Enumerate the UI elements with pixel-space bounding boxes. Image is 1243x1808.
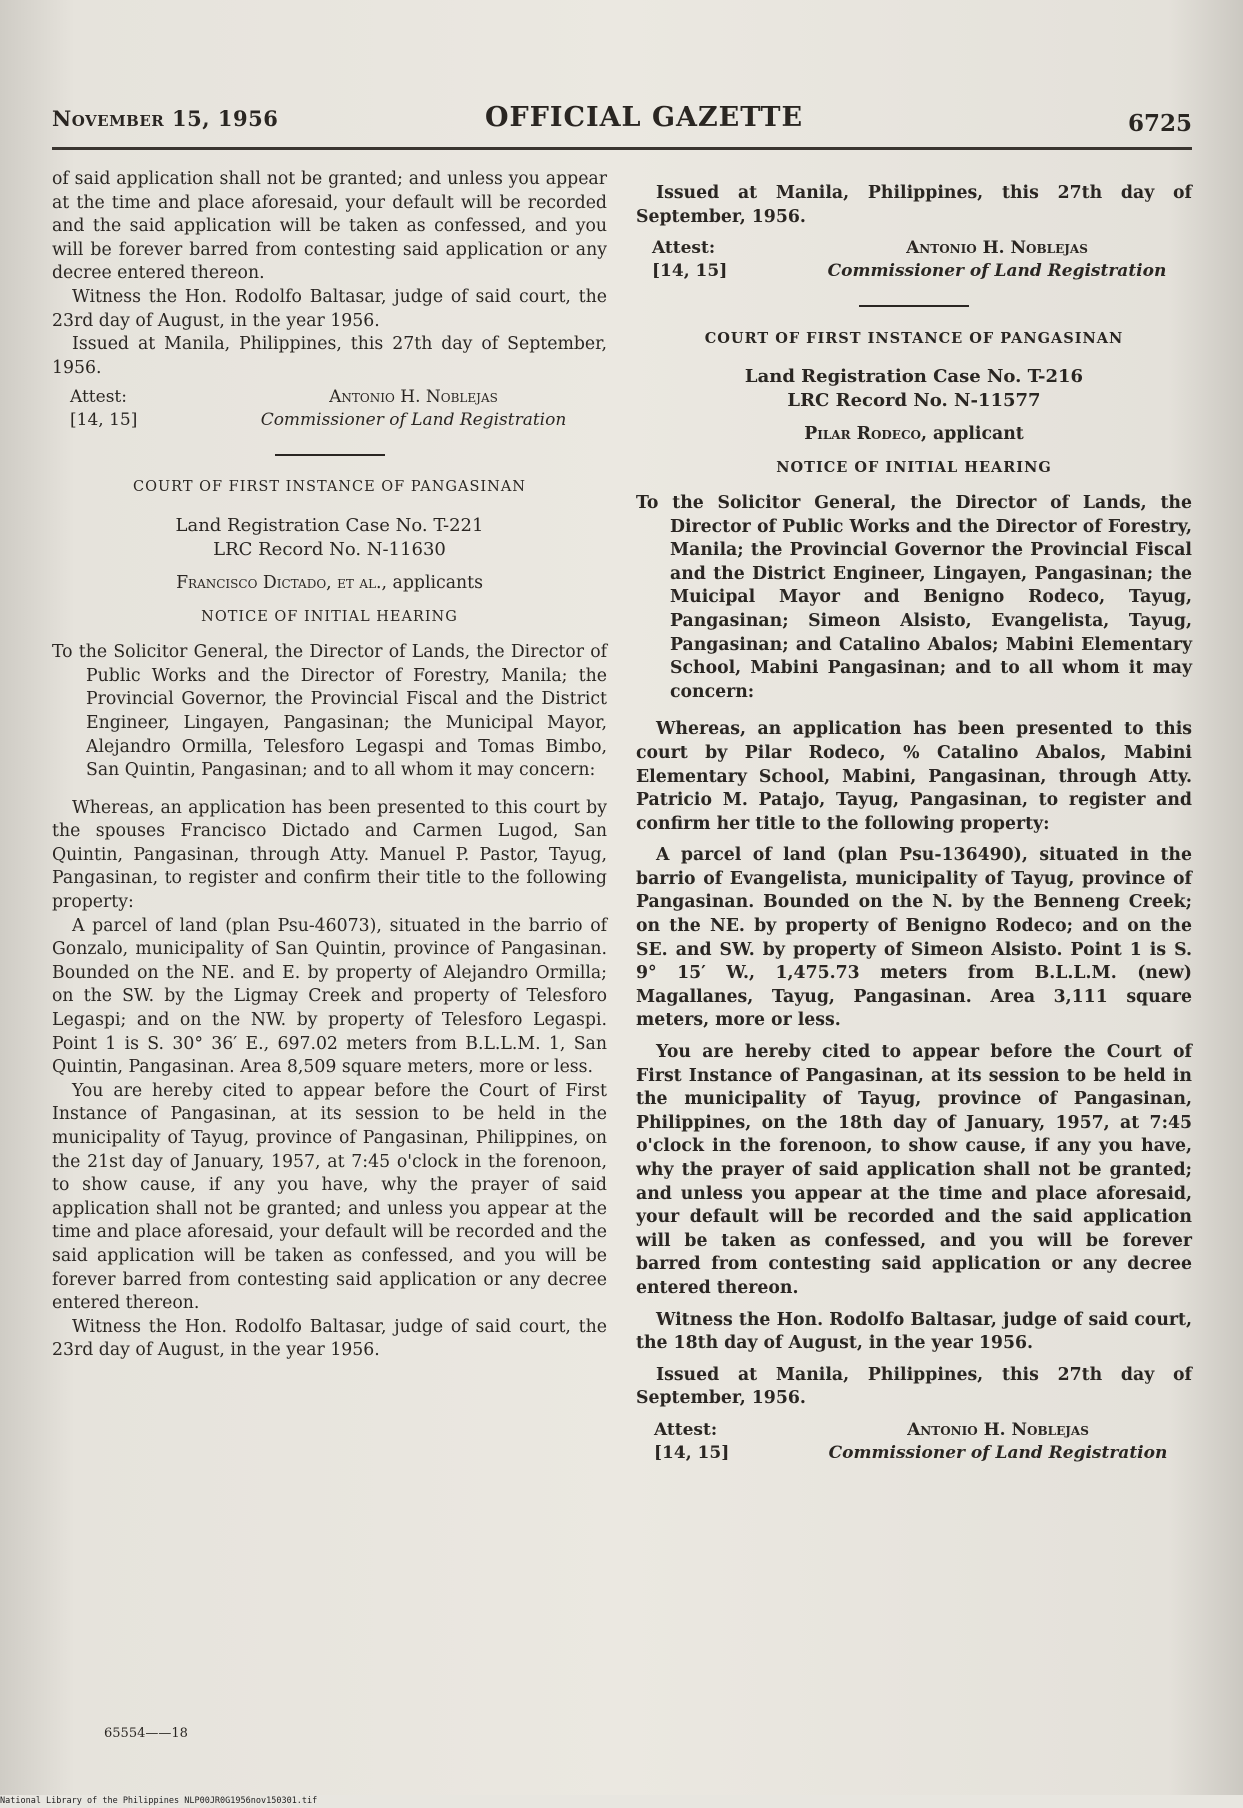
applicants-line	[636, 423, 1192, 447]
attest-title: Commissioner of Land Registration	[827, 261, 1167, 282]
applicants-name: Pilar Rodeco,	[804, 423, 927, 444]
notice-heading: NOTICE OF INITIAL HEARING	[201, 608, 458, 625]
left-paragraph-1: of said application shall not be granted; and unless you appear at the time and place aforesaid, your default will be recorded and the said application will be taken as confessed, and you will be forever barred from contesting said application or any decree entered thereon.	[52, 169, 607, 284]
left-paragraph-6: You are hereby cited to appear before the Court of First Instance of Pangasinan, at its session to be held in the municipality of Tayug, province of Pangasinan, Philippines, on the 21st day of January, 1957, at 7:45 o'clock in the forenoon, to show cause, if any you have, why the prayer of said application shall not be granted; and unless you appear at the time and place aforesaid, your default will be recorded and the said application will be taken as confessed, and you will be forever barred from contesting said application or any decree entered thereon.	[52, 1080, 607, 1314]
notice-address: To the Solicitor General, the Director of Lands, the Director of Public Works and the Director of Forestry, Manila; the Provincial Governor, the Provincial Fiscal and the District Engineer, Lingayen, Pangasinan; the Municipal Mayor, Alejandro Ormilla, Telesforo Legaspi and Tomas Bimbo, San Quintin, Pangasinan; and to all whom it may concern:	[52, 642, 607, 781]
left-paragraph-3: Issued at Manila, Philippines, this 27th day of September, 1956.	[52, 334, 607, 378]
notice-address: To the Solicitor General, the Director of Lands, the Director of Public Works and the Director of Forestry, Manila; the Provincial Governor the Provincial Fiscal and the District Engineer, Lingayen, Pangasinan; the Muicipal Mayor and Benigno Rodeco, Tayug, Pangasinan; Simeon Alsisto, Evangelista, Tayug, Pangasinan; and Catalino Abalos; Mabini Elementary School, Mabini Pangasinan; and to all whom it may concern:	[636, 492, 1192, 702]
print-code: 65554——18	[104, 1726, 188, 1741]
header-rule	[52, 147, 1192, 150]
left-attest-block-1	[52, 386, 607, 432]
right-paragraph-5: Witness the Hon. Rodolfo Baltasar, judge of said court, the 18th day of August, in the year 1956.	[636, 1309, 1192, 1354]
right-paragraph-6: Issued at Manila, Philippines, this 27th day of September, 1956.	[636, 1364, 1192, 1409]
left-paragraph-2: Witness the Hon. Rodolfo Baltasar, judge of said court, the 23rd day of August, in the year 1956.	[52, 286, 607, 331]
court-heading: COURT OF FIRST INSTANCE OF PANGASINAN	[132, 479, 526, 496]
applicants-line	[52, 572, 607, 596]
notice-heading: NOTICE OF INITIAL HEARING	[776, 459, 1052, 477]
case-line-2: LRC Record No. N-11577	[787, 389, 1041, 411]
court-heading: COURT OF FIRST INSTANCE OF PANGASINAN	[704, 330, 1124, 348]
right-column	[636, 182, 1192, 1465]
attest-reference: [14, 15]	[652, 261, 728, 282]
applicants-suffix: applicants	[392, 572, 483, 593]
attest-label: Attest:	[654, 1419, 718, 1440]
page-header	[52, 96, 1192, 146]
case-line-1: Land Registration Case No. T-216	[744, 365, 1084, 387]
attest-reference: [14, 15]	[654, 1442, 730, 1463]
applicants-suffix: applicant	[933, 423, 1024, 444]
case-line-1: Land Registration Case No. T-221	[175, 514, 484, 536]
attest-signatory: Antonio H. Noblejas	[907, 1419, 1089, 1440]
right-paragraph-2: Whereas, an application has been presented to this court by Pilar Rodeco, % Catalino Abalos, Mabini Elementary School, Mabini, Pangasinan, through Atty. Patricio M. Patajo, Tayug, Pangasinan, to register and confirm her title to the following property:	[636, 719, 1192, 834]
section-divider	[275, 454, 385, 456]
header-title: OFFICIAL GAZETTE	[485, 102, 804, 133]
applicants-name: Francisco Dictado, et al.,	[176, 572, 388, 593]
page-number: 6725	[1127, 110, 1192, 137]
right-paragraph-1: Issued at Manila, Philippines, this 27th day of September, 1956.	[636, 183, 1192, 227]
attest-label: Attest:	[70, 387, 127, 408]
right-attest-block-1	[636, 237, 1192, 283]
left-paragraph-4: Whereas, an application has been presented to this court by the spouses Francisco Dictado and Carmen Lugod, San Quintin, Pangasinan, through Atty. Manuel P. Pastor, Tayug, Pangasinan, to register and confirm their title to the following property:	[52, 797, 607, 913]
attest-signatory: Antonio H. Noblejas	[906, 238, 1088, 259]
attest-label: Attest:	[652, 238, 716, 259]
attest-title: Commissioner of Land Registration	[260, 410, 567, 431]
case-line-2: LRC Record No. N-11630	[213, 538, 446, 560]
attest-reference: [14, 15]	[70, 410, 138, 431]
right-attest-block-2	[636, 1419, 1192, 1465]
left-paragraph-7: Witness the Hon. Rodolfo Baltasar, judge of said court, the 23rd day of August, in the year 1956.	[52, 1316, 607, 1361]
right-paragraph-4: You are hereby cited to appear before the Court of First Instance of Pangasinan, at its session to be held in the municipality of Tayug, province of Pangasinan, Philippines, on the 18th day of January, 1957, at 7:45 o'clock in the forenoon, to show cause, if any you have, why the prayer of said application shall not be granted; and unless you appear at the time and place aforesaid, your default will be recorded and the said application will be taken as confessed, and you will be forever barred from contesting said application or any decree entered thereon.	[636, 1042, 1192, 1298]
left-column	[52, 168, 607, 1363]
header-date: November 15, 1956	[52, 106, 279, 131]
attest-signatory: Antonio H. Noblejas	[329, 387, 498, 408]
library-footer: National Library of the Philippines NLP00JR0G1956nov150301.tif	[0, 1795, 1243, 1808]
right-paragraph-3: A parcel of land (plan Psu-136490), situated in the barrio of Evangelista, municipality of Tayug, province of Pangasinan. Bounded on the N. by the Benneng Creek; on the NE. by property of Benigno Rodeco; and on the SE. and SW. by property of Simeon Alsisto. Point 1 is S. 9° 15′ W., 1,475.73 meters from B.L.L.M. (new) Magallanes, Tayug, Pangasinan. Area 3,111 square meters, more or less.	[636, 845, 1192, 1031]
case-number	[636, 365, 1192, 413]
attest-title: Commissioner of Land Registration	[828, 1442, 1168, 1463]
section-divider	[859, 305, 969, 307]
left-paragraph-5: A parcel of land (plan Psu-46073), situated in the barrio of Gonzalo, municipality of San Quintin, province of Pangasinan. Bounded on the NE. and E. by property of Alejandro Ormilla; on the SW. by the Ligmay Creek and property of Telesforo Legaspi; and on the NW. by property of Telesforo Legaspi. Point 1 is S. 30° 36′ E., 697.02 meters from B.L.L.M. 1, San Quintin, Pangasinan. Area 8,509 square meters, more or less.	[52, 915, 607, 1078]
case-number	[52, 514, 607, 562]
